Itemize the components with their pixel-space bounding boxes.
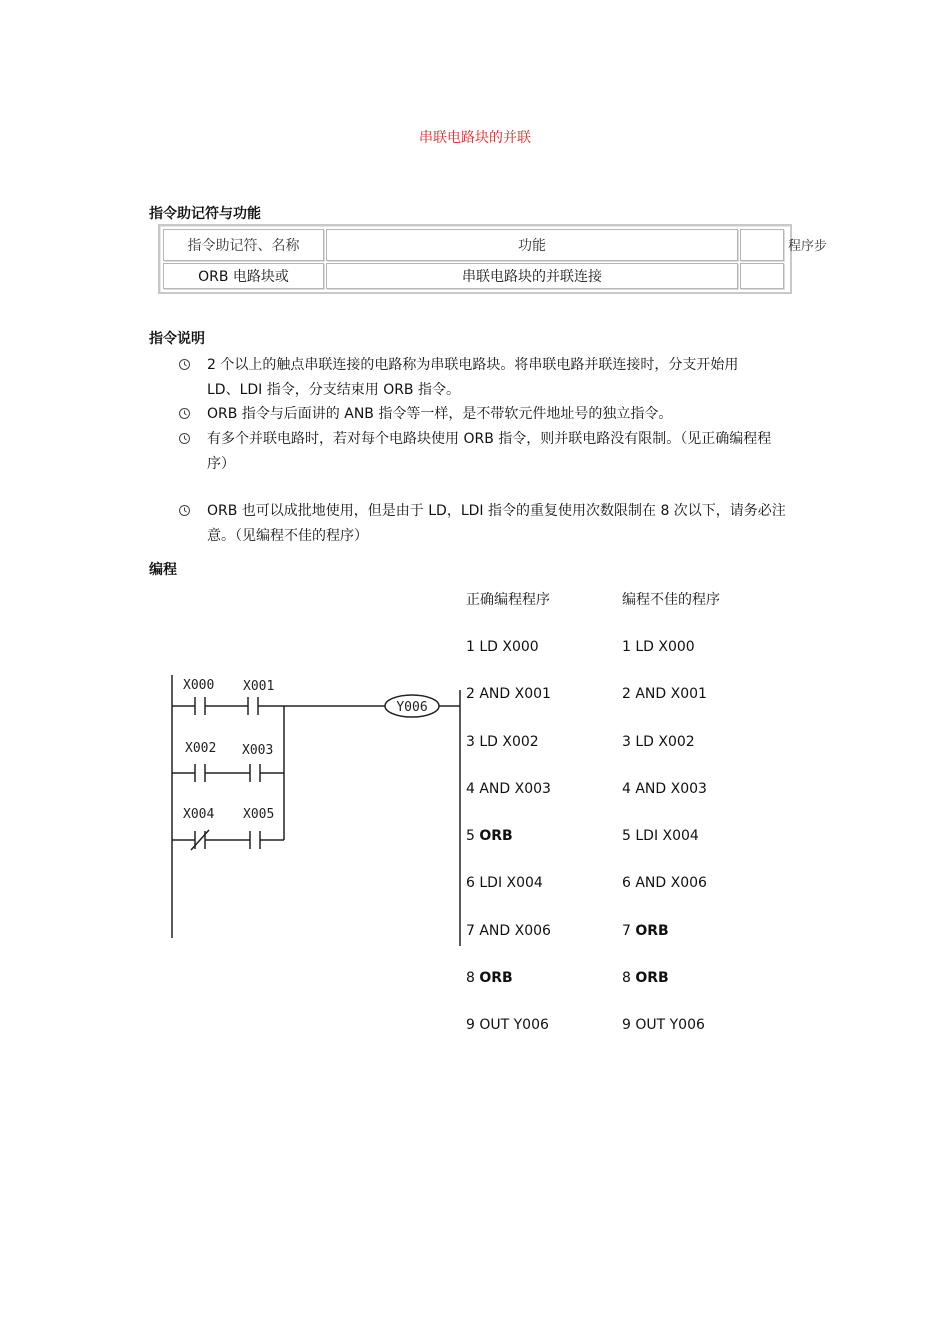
line-number: 5 [466,828,480,844]
poor-program-line [622,779,707,799]
contact-label-x004: X004 [183,807,215,822]
bullet-4-line-2: 意。（见编程不佳的程序） [207,528,368,544]
correct-program-line [466,1015,549,1035]
poor-program-line [622,826,699,846]
contact-label-x003: X003 [242,743,274,758]
bullet-1-line-2: LD、LDI 指令，分支结束用 ORB 指令。 [207,382,460,398]
ladder-diagram [160,670,470,950]
line-number: 4 [466,780,480,797]
correct-program-line [466,968,513,988]
clock-bullet-icon [178,358,191,371]
line-instruction: AND X001 [635,686,707,703]
line-number: 9 [466,1017,480,1033]
section-heading-explanation: 指令说明 [149,331,205,347]
table-header-steps: 程序步 [788,239,828,254]
line-instruction: LD X000 [479,639,539,655]
clock-bullet-icon [178,407,191,420]
correct-program-line [466,921,551,941]
table-cell-mnemonic: ORB 电路块或 [163,263,324,289]
line-instruction: ORB [635,922,669,939]
section-heading-programming: 编程 [149,562,177,578]
poor-program-line [622,1015,705,1035]
line-number: 3 [622,733,636,750]
line-number: 8 [622,969,636,986]
table-header-mnemonic: 指令助记符、名称 [163,229,324,261]
bullet-3-line-1: 有多个并联电路时，若对每个电路块使用 ORB 指令，则并联电路没有限制。（见正确编程程 [207,431,772,447]
bullet-4-line-1: ORB 也可以成批地使用，但是由于 LD，LDI 指令的重复使用次数限制在 8 次以下，请务必注 [207,503,786,519]
table-header-steps-cell [740,229,784,261]
contact-label-x001: X001 [243,679,275,694]
instruction-table [158,224,792,294]
poor-program-line [622,732,695,752]
contact-label-x002: X002 [185,741,217,756]
bullet-3-line-2: 序） [207,456,235,472]
bullet-item-2 [207,402,807,427]
contact-label-x000: X000 [183,678,215,693]
line-instruction: LD X000 [635,639,695,655]
line-number: 9 [622,1017,636,1033]
line-instruction: AND X003 [479,780,551,797]
coil-label-y006: Y006 [396,700,428,715]
table-cell-steps [740,263,784,289]
page-title: 串联电路块的并联 [419,130,531,146]
bullet-1-line-1: 2 个以上的触点串联连接的电路称为串联电路块。将串联电路并联连接时，分支开始用 [207,357,739,373]
line-instruction: AND X003 [635,780,707,797]
line-instruction: AND X006 [479,922,551,939]
correct-program-header: 正确编程程序 [466,592,550,608]
bullet-item-3 [207,427,807,477]
line-number: 3 [466,733,480,750]
correct-program-line [466,779,551,799]
line-number: 1 [466,639,480,655]
line-instruction: LD X002 [479,733,539,750]
correct-program-line [466,684,551,704]
poor-program-line [622,921,669,941]
line-instruction: AND X006 [635,875,707,892]
line-number: 4 [622,780,636,797]
bullet-item-1 [207,353,807,403]
line-instruction: ORB [635,969,669,986]
bullet-item-4 [207,499,807,549]
line-number: 6 [622,875,636,892]
section-heading-mnemonic: 指令助记符与功能 [149,206,261,222]
correct-program-line [466,637,539,657]
line-instruction: LD X002 [635,733,695,750]
line-number: 6 [466,875,480,892]
poor-program-header: 编程不佳的程序 [622,592,720,608]
poor-program-line [622,637,695,657]
line-instruction: ORB [479,828,513,844]
line-instruction: LDI X004 [479,875,543,892]
poor-program-line [622,968,669,988]
correct-program-line [466,826,513,846]
line-number: 7 [622,922,636,939]
line-number: 2 [622,686,636,703]
line-instruction: OUT Y006 [479,1017,549,1033]
table-cell-function: 串联电路块的并联连接 [326,263,738,289]
table-header-function: 功能 [326,229,738,261]
poor-program-line [622,684,707,704]
clock-bullet-icon [178,504,191,517]
line-instruction: LDI X004 [635,828,699,844]
line-instruction: AND X001 [479,686,551,703]
correct-program-line [466,732,539,752]
contact-label-x005: X005 [243,807,275,822]
clock-bullet-icon [178,432,191,445]
poor-program-line [622,873,707,893]
line-number: 7 [466,922,480,939]
line-instruction: OUT Y006 [635,1017,705,1033]
bullet-2-line-1: ORB 指令与后面讲的 ANB 指令等一样，是不带软元件地址号的独立指令。 [207,406,673,422]
line-number: 1 [622,639,636,655]
line-number: 5 [622,828,636,844]
line-number: 8 [466,969,480,986]
line-number: 2 [466,686,480,703]
correct-program-line [466,873,543,893]
line-instruction: ORB [479,969,513,986]
